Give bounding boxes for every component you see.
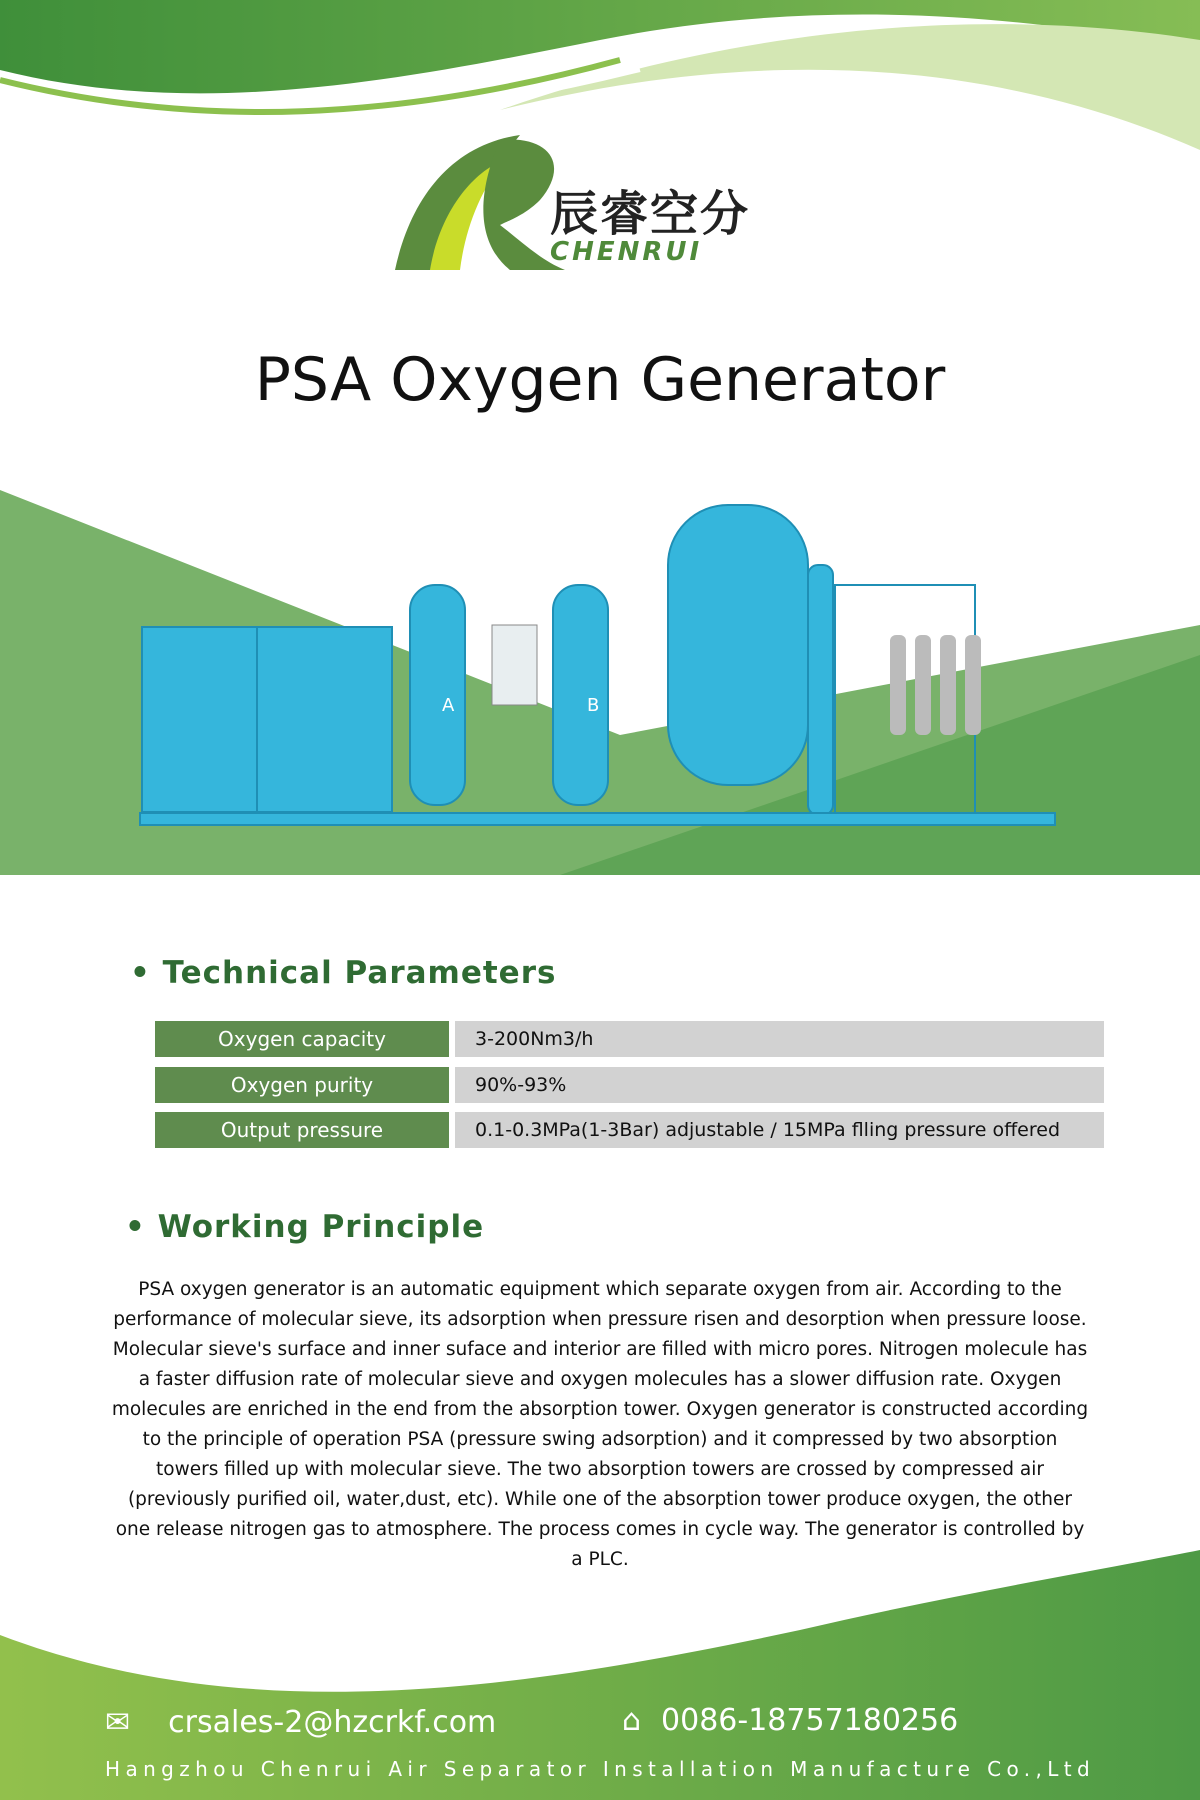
phone-contact[interactable]: [622, 1703, 958, 1738]
envelope-icon: ✉: [105, 1705, 131, 1740]
brand-name-cn: 辰睿空分: [550, 186, 751, 242]
email-text[interactable]: crsales-2@hzcrkf.com: [168, 1705, 497, 1740]
param-value: 90%-93%: [455, 1067, 1104, 1103]
logo-mark-icon: [390, 130, 570, 275]
technical-parameters-heading: • Technical Parameters: [130, 955, 557, 991]
param-label: Oxygen purity: [155, 1067, 449, 1103]
param-row: [155, 1112, 1104, 1148]
technical-heading-text: Technical Parameters: [162, 955, 557, 991]
param-label: Output pressure: [155, 1112, 449, 1148]
home-icon: ⌂: [622, 1703, 642, 1738]
tower-a-label: A: [442, 695, 455, 716]
phone-text[interactable]: 0086-18757180256: [661, 1703, 959, 1738]
brand-logo: [390, 130, 810, 275]
param-value: 0.1-0.3MPa(1-3Bar) adjustable / 15MPa flling pressure offered: [455, 1112, 1104, 1148]
company-name: Hangzhou Chenrui Air Separator Installation Manufacture Co.,Ltd: [105, 1757, 1096, 1781]
param-value: 3-200Nm3/h: [455, 1021, 1104, 1057]
page-title: PSA Oxygen Generator: [254, 345, 946, 415]
principle-paragraph: PSA oxygen generator is an automatic equipment which separate oxygen from air. According to the performance of molecular sieve, its adsorption when pressure risen and desorption when pressure loose. Molecular sieve's surface and inner suface and interior are filled with micro pores. Nitrogen molecule has a faster diffusion rate of molecular sieve and oxygen molecules has a slower diffusion rate. Oxygen molecules are enriched in the end from the absorption tower. Oxygen generator is constructed according to the principle of operation PSA (pressure swing adsorption) and it compressed by two absorption towers filled up with molecular sieve. The two absorption towers are crossed by compressed air (previously purified oil, water,dust, etc). While one of the absorption tower produce oxygen, the other one release nitrogen gas to atmosphere. The process comes in cycle way. The generator is controlled by a PLC.: [111, 1279, 1089, 1570]
brand-name-en: CHENRUI: [550, 237, 703, 267]
email-contact[interactable]: [105, 1705, 496, 1740]
param-label: Oxygen capacity: [155, 1021, 449, 1057]
principle-heading-text: Working Principle: [157, 1209, 485, 1245]
product-image: [0, 485, 1200, 875]
param-row: [155, 1067, 1104, 1103]
working-principle-heading: • Working Principle: [125, 1209, 485, 1245]
param-row: [155, 1021, 1104, 1057]
tower-b-label: B: [587, 695, 600, 716]
